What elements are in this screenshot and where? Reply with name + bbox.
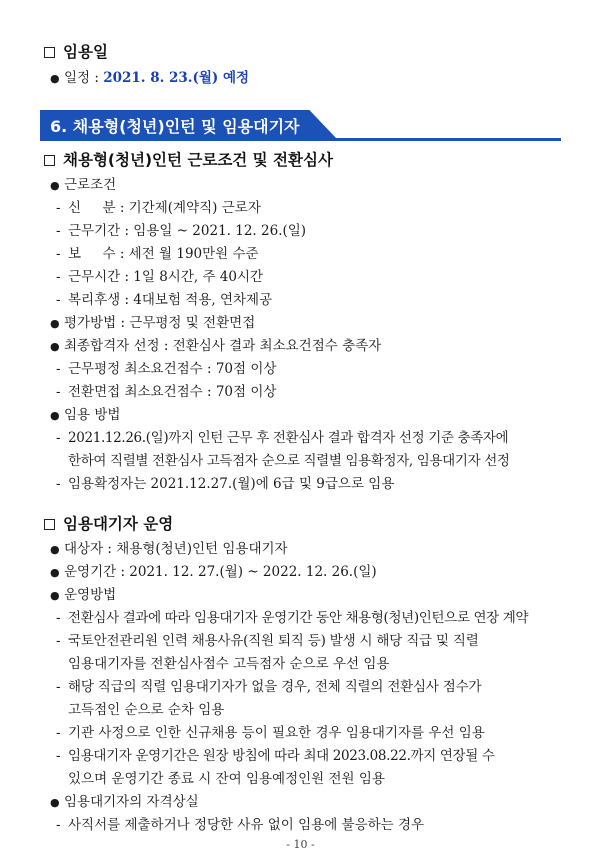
waitlist-period-line: ● 운영기간 : 2021. 12. 27.(월) ~ 2022. 12. 26.(일) <box>50 564 377 580</box>
bullet-icon: ● <box>50 566 60 579</box>
bullet-icon: ● <box>50 409 60 422</box>
waitlist-method-item: - 기관 사정으로 인한 신규채용 등이 필요한 경우 임용대기자를 우선 임용 <box>56 725 485 741</box>
bullet-icon: ● <box>50 72 60 85</box>
checkbox-square-icon <box>44 519 55 530</box>
bullet-icon: ● <box>50 317 60 330</box>
waitlist-method-item-cont: 고득점인 순으로 순차 임용 <box>68 702 225 718</box>
min-score-item: - 전환면접 최소요건점수 : 70점 이상 <box>56 384 277 400</box>
appointment-date-value: 2021. 8. 23.(월) 예정 <box>103 70 250 86</box>
waitlist-method-item-cont: 임용대기자를 전환심사점수 고득점자 순으로 우선 임용 <box>68 656 390 672</box>
waitlist-method-item: - 국토안전관리원 인력 채용사유(직원 퇴직 등) 발생 시 해당 직급 및 직렬 <box>56 633 479 649</box>
waitlist-method-item: - 임용대기자 운영기간은 원장 방침에 따라 최대 2023.08.22.까지 연장될 수 <box>56 748 495 764</box>
bullet-icon: ● <box>50 543 60 556</box>
final-selection-line: ● 최종합격자 선정 : 전환심사 결과 최소요건점수 충족자 <box>50 338 382 354</box>
condition-item: - 근무시간 : 1일 8시간, 주 40시간 <box>56 269 264 285</box>
condition-item: - 근무기간 : 임용일 ~ 2021. 12. 26.(일) <box>56 223 307 239</box>
section-6-banner-title: 6. 채용형(청년)인턴 및 임용대기자 <box>50 117 300 136</box>
waitlist-loss-item: - 사직서를 제출하거나 정당한 사유 없이 임용에 불응하는 경우 <box>56 817 425 833</box>
waitlist-target-line: ● 대상자 : 채용형(청년)인턴 임용대기자 <box>50 541 288 557</box>
checkbox-square-icon <box>44 47 55 58</box>
condition-item: - 신 분 : 기간제(계약직) 근로자 <box>56 200 261 216</box>
checkbox-square-icon <box>44 155 55 166</box>
appointment-section-title: 임용일 <box>44 40 108 62</box>
waitlist-method-item: - 전환심사 결과에 따라 임용대기자 운영기간 동안 채용형(청년)인턴으로 연장 계약 <box>56 610 529 626</box>
eval-method-line: ● 평가방법 : 근무평정 및 전환면접 <box>50 315 256 331</box>
bullet-icon: ● <box>50 796 60 809</box>
waitlist-section-title: 임용대기자 운영 <box>44 512 173 534</box>
appointment-method-item: - 2021.12.26.(일)까지 인턴 근무 후 전환심사 결과 합격자 선정 기준 충족자에 <box>56 430 509 446</box>
condition-item: - 보 수 : 세전 월 190만원 수준 <box>56 246 259 262</box>
appointment-method-item: - 임용확정자는 2021.12.27.(월)에 6급 및 9급으로 임용 <box>56 476 395 492</box>
min-score-item: - 근무평정 최소요건점수 : 70점 이상 <box>56 361 277 377</box>
waitlist-method-label: ● 운영방법 <box>50 587 117 603</box>
bullet-icon: ● <box>50 589 60 602</box>
bullet-icon: ● <box>50 179 60 192</box>
conditions-section-title: 채용형(청년)인턴 근로조건 및 전환심사 <box>44 148 333 170</box>
section-6-underline <box>40 138 561 141</box>
page-number: - 10 - <box>286 838 315 851</box>
work-conditions-label: ● 근로조건 <box>50 177 117 193</box>
appointment-method-label: ● 임용 방법 <box>50 407 121 423</box>
waitlist-method-item: - 해당 직급의 직렬 임용대기자가 없을 경우, 전체 직렬의 전환심사 점수가 <box>56 679 482 695</box>
appointment-method-item-cont: 한하여 직렬별 전환심사 고득점자 순으로 직렬별 임용확정자, 임용대기자 선정 <box>68 453 510 469</box>
waitlist-loss-label: ● 임용대기자의 자격상실 <box>50 794 199 810</box>
condition-item: - 복리후생 : 4대보험 적용, 연차제공 <box>56 292 273 308</box>
bullet-icon: ● <box>50 340 60 353</box>
appointment-date-line: ● 일정 : 2021. 8. 23.(월) 예정 <box>50 70 250 86</box>
waitlist-method-item-cont: 있으며 운영기간 종료 시 잔여 임용예정인원 전원 임용 <box>68 771 385 787</box>
